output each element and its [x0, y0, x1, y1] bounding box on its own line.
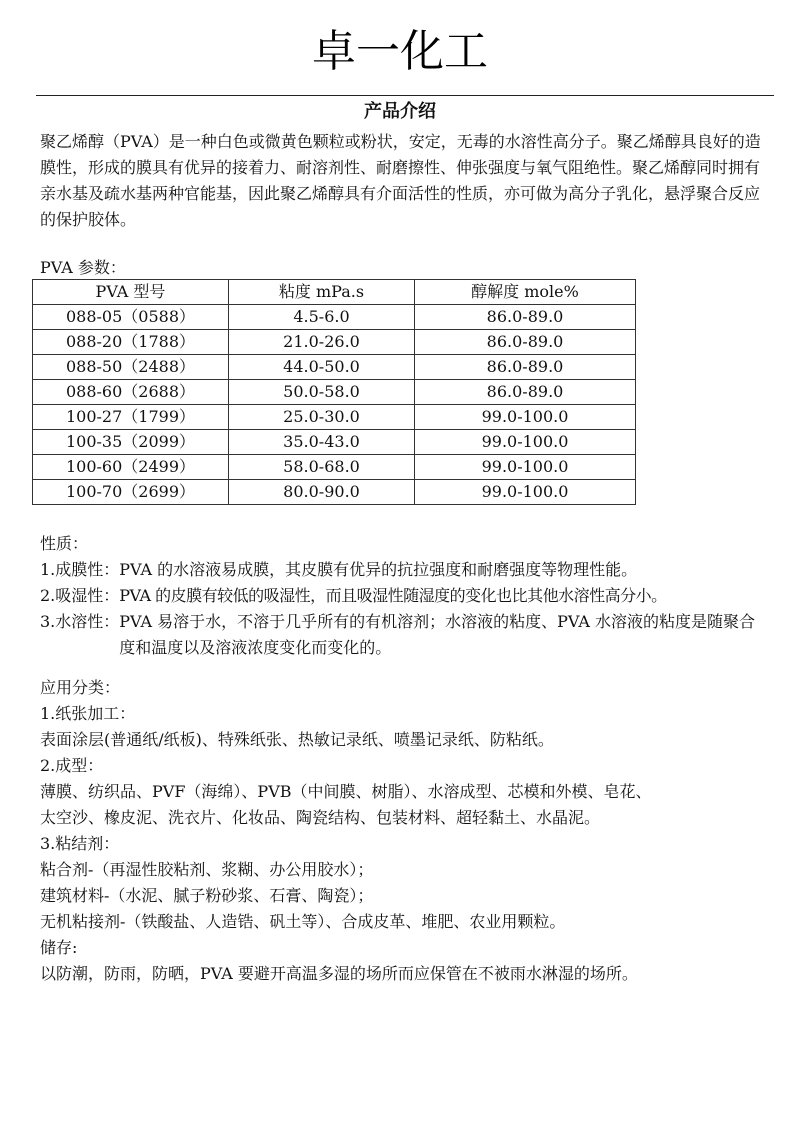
cell-viscosity: 35.0-43.0 — [229, 430, 415, 455]
property-item — [40, 609, 785, 661]
intro-paragraph: 聚乙烯醇（PVA）是一种白色或微黄色颗粒或粉状，安定，无毒的水溶性高分子。聚乙烯醇具良好的造膜性，形成的膜具有优异的接着力、耐溶剂性、耐磨擦性、伸张强度与氧气阻绝性。聚乙烯醇同时拥有亲水基及疏水基两种官能基，因此聚乙烯醇具有介面活性的性质，亦可做为高分子乳化，悬浮聚合反应的保护胶体。 — [40, 132, 761, 229]
cell-hydrolysis: 99.0-100.0 — [415, 405, 636, 430]
storage-label: 储存: — [40, 938, 78, 957]
cell-viscosity: 44.0-50.0 — [229, 355, 415, 380]
cell-model: 088-50（2488） — [33, 355, 229, 380]
properties-label: 性质： — [40, 534, 89, 553]
property-prefix: 2.吸湿性： — [40, 586, 120, 605]
property-item — [40, 583, 785, 609]
pva-params-table — [32, 279, 636, 505]
application-heading: 1.纸张加工： — [40, 704, 136, 723]
table-row — [33, 455, 636, 480]
table-row — [33, 330, 636, 355]
header-model: PVA 型号 — [33, 280, 229, 305]
property-prefix: 1.成膜性： — [40, 560, 120, 579]
properties-section — [40, 531, 785, 661]
cell-viscosity: 4.5-6.0 — [229, 305, 415, 330]
cell-viscosity: 58.0-68.0 — [229, 455, 415, 480]
page-title: 产品介绍 — [364, 101, 436, 122]
application-line: 粘合剂-（再湿性胶粘剂、浆糊、办公用胶水）； — [40, 860, 374, 879]
table-row — [33, 405, 636, 430]
applications-section — [40, 675, 785, 935]
table-row — [33, 355, 636, 380]
application-line: 太空沙、橡皮泥、洗衣片、化妆品、陶瓷结构、包装材料、超轻黏土、水晶泥。 — [40, 808, 601, 827]
header-viscosity: 粘度 mPa.s — [229, 280, 415, 305]
cell-viscosity: 25.0-30.0 — [229, 405, 415, 430]
header-divider — [36, 95, 774, 96]
params-label: PVA 参数： — [40, 258, 126, 277]
cell-model: 088-60（2688） — [33, 380, 229, 405]
cell-hydrolysis: 99.0-100.0 — [415, 480, 636, 505]
table-row — [33, 305, 636, 330]
cell-hydrolysis: 86.0-89.0 — [415, 330, 636, 355]
cell-model: 088-05（0588） — [33, 305, 229, 330]
table-row — [33, 380, 636, 405]
property-text: PVA 易溶于水，不溶于几乎所有的有机溶剂；水溶液的粘度、PVA 水溶液的粘度是随聚合度和温度以及溶液浓度变化而变化的。 — [119, 612, 756, 657]
applications-label: 应用分类： — [40, 678, 121, 697]
cell-model: 100-70（2699） — [33, 480, 229, 505]
application-heading: 2.成型： — [40, 756, 104, 775]
property-prefix: 3.水溶性： — [40, 612, 120, 631]
property-text: PVA 的皮膜有较低的吸湿性，而且吸湿性随湿度的变化也比其他水溶性高分小。 — [119, 586, 667, 605]
cell-model: 100-60（2499） — [33, 455, 229, 480]
application-line: 建筑材料-（水泥、腻子粉砂浆、石膏、陶瓷）； — [40, 886, 374, 905]
cell-model: 100-35（2099） — [33, 430, 229, 455]
header-hydrolysis: 醇解度 mole% — [415, 280, 636, 305]
table-header-row — [33, 280, 636, 305]
cell-hydrolysis: 86.0-89.0 — [415, 355, 636, 380]
application-line: 无机粘接剂-（铁酸盐、人造锆、矾土等）、合成皮革、堆肥、农业用颗粒。 — [40, 912, 566, 931]
company-name: 卓一化工 — [312, 26, 488, 77]
cell-model: 100-27（1799） — [33, 405, 229, 430]
cell-viscosity: 21.0-26.0 — [229, 330, 415, 355]
cell-viscosity: 80.0-90.0 — [229, 480, 415, 505]
storage-text: 以防潮，防雨，防晒，PVA 要避开高温多湿的场所而应保管在不被雨水淋湿的场所。 — [40, 964, 638, 983]
table-row — [33, 480, 636, 505]
table-row — [33, 430, 636, 455]
cell-hydrolysis: 86.0-89.0 — [415, 380, 636, 405]
application-line: 表面涂层(普通纸/纸板)、特殊纸张、热敏记录纸、喷墨记录纸、防粘纸。 — [40, 730, 554, 749]
property-item — [40, 557, 785, 583]
cell-viscosity: 50.0-58.0 — [229, 380, 415, 405]
cell-model: 088-20（1788） — [33, 330, 229, 355]
application-line: 薄膜、纺织品、PVF（海绵）、PVB（中间膜、树脂）、水溶成型、芯模和外模、皂花、 — [40, 782, 652, 801]
property-text: PVA 的水溶液易成膜，其皮膜有优异的抗拉强度和耐磨强度等物理性能。 — [119, 560, 638, 579]
cell-hydrolysis: 99.0-100.0 — [415, 455, 636, 480]
application-heading: 3.粘结剂： — [40, 834, 120, 853]
cell-hydrolysis: 99.0-100.0 — [415, 430, 636, 455]
storage-section — [40, 935, 785, 987]
cell-hydrolysis: 86.0-89.0 — [415, 305, 636, 330]
